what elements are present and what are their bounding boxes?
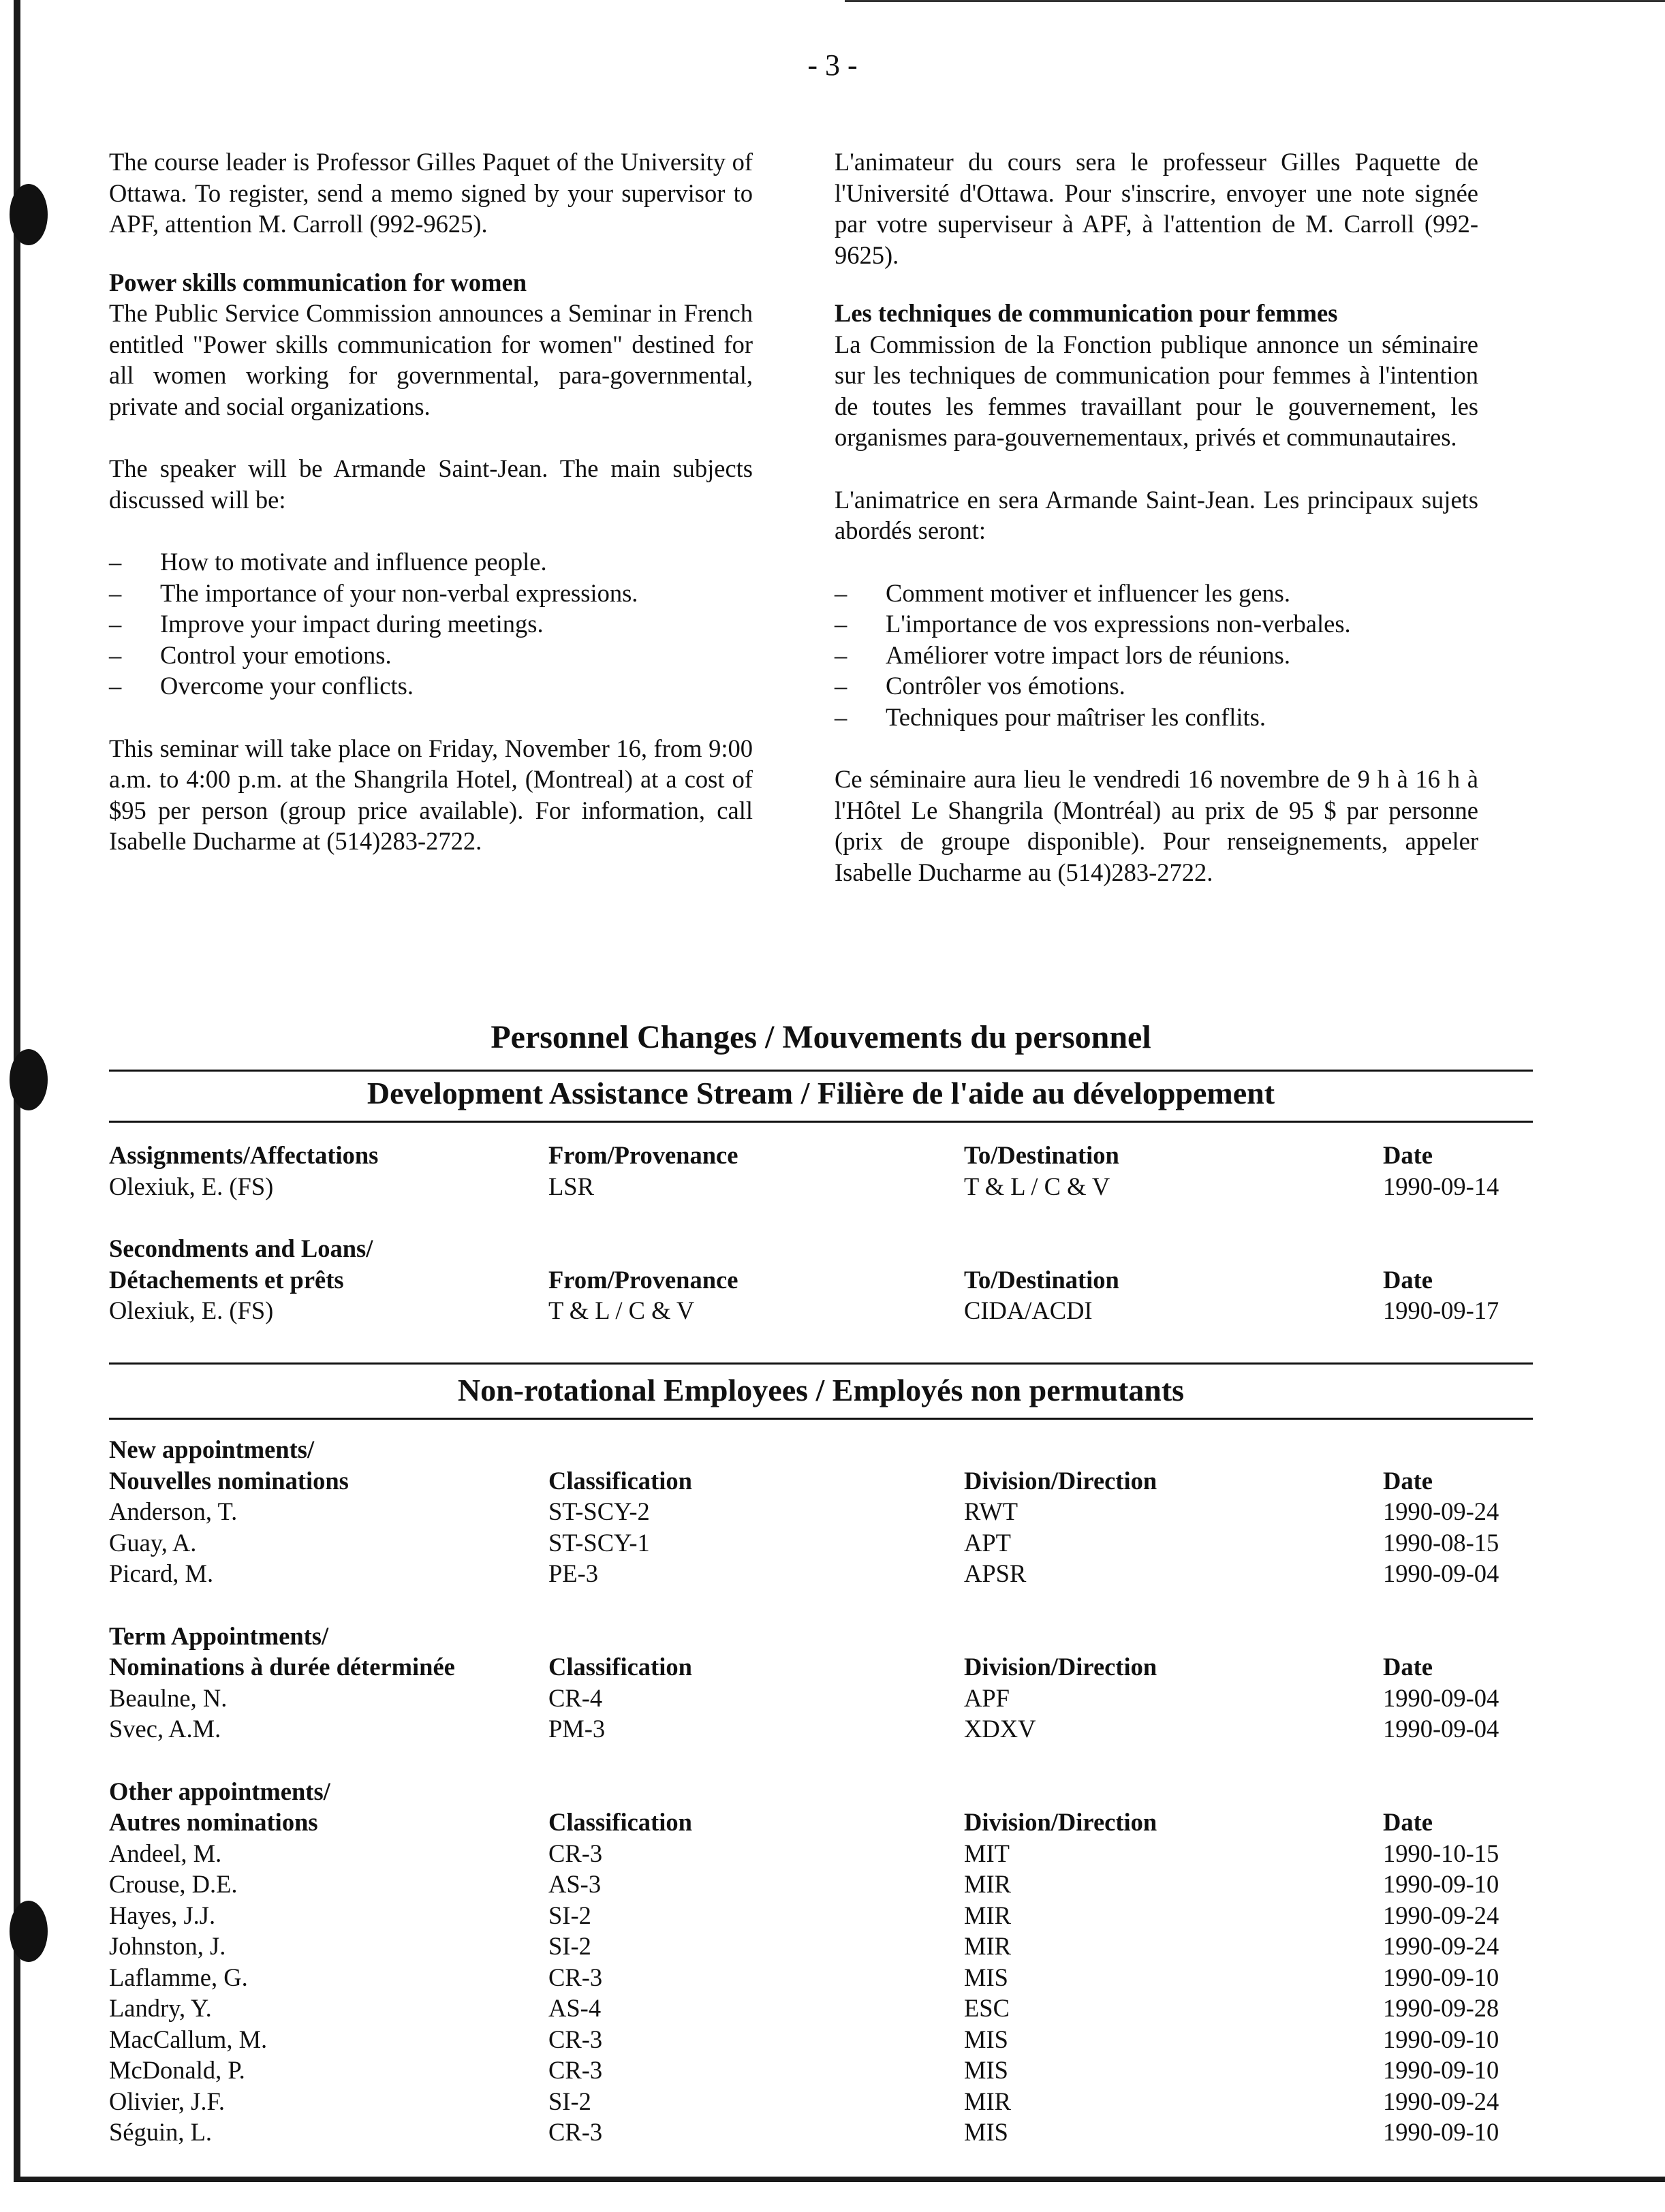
english-column [109,146,753,857]
table-cell: 1990-09-24 [1383,1901,1499,1929]
table-cell: CR-3 [548,2025,603,2053]
english-para1: The Public Service Commission announces a Seminar in French entitled "Power skills communication for women" destined for all women working for governmental, para-governmental, private and social organizations. [109,299,753,420]
table-header: Classification [548,1466,692,1495]
table-cell: 1990-09-10 [1383,1870,1499,1898]
table-row [109,2055,1533,2086]
french-heading: Les techniques de communication pour femmes [835,299,1338,327]
table-cell: 1990-09-04 [1383,1715,1499,1743]
table-header: Assignments/Affectations [109,1141,379,1169]
french-intro: L'animateur du cours sera le professeur Gilles Paquette de l'Université d'Ottawa. Pour s'inscrire, envoyer une note signée par votre superviseur à APF, à l'attention de M. Carroll (992-9625). [835,148,1478,269]
table-cell: 1990-09-04 [1383,1559,1499,1587]
table-cell: RWT [964,1497,1018,1525]
table-header: Nominations à durée déterminée [109,1653,455,1681]
table-cell: MIR [964,1901,1011,1929]
table-cell: 1990-09-10 [1383,2118,1499,2146]
table-row [109,1527,1533,1559]
table-cell: 1990-09-24 [1383,1497,1499,1525]
english-bullet-list [109,546,753,702]
page-number: - 3 - [807,48,858,82]
table-cell: XDXV [964,1715,1036,1743]
table-cell: CR-3 [548,1839,603,1867]
table-group-label [109,1621,1533,1652]
list-item: – Improve your impact during meetings. [109,608,753,640]
table-cell: T & L / C & V [964,1172,1110,1200]
list-item: – Comment motiver et influencer les gens. [835,578,1478,609]
nre-table [109,1434,1533,2148]
table-header-row [109,1651,1533,1683]
table-cell: T & L / C & V [548,1296,695,1324]
table-cell: MIR [964,1870,1011,1898]
french-para3: Ce séminaire aura lieu le vendredi 16 novembre de 9 h à 16 h à l'Hôtel Le Shangrila (Montréal) au prix de 95 $ par personne (prix de groupe disponible). Pour renseignements, appeler Isabelle Ducharme au (514)283-2722. [835,765,1478,886]
table-header: Division/Direction [964,1653,1157,1681]
table-cell: Beaulne, N. [109,1683,228,1712]
table-cell: ST-SCY-2 [548,1497,650,1525]
table-cell: MIS [964,1963,1008,1991]
table-group-label [109,1434,1533,1465]
table-cell: Svec, A.M. [109,1715,221,1743]
group-label: New appointments/ [109,1435,315,1463]
table-cell: MIS [964,2118,1008,2146]
table-cell: Laflamme, G. [109,1963,248,1991]
das-title: Development Assistance Stream / Filière de l'aide au développement [367,1076,1275,1110]
nre-title: Non-rotational Employees / Employés non permutants [457,1373,1185,1407]
table-cell: CR-3 [548,2056,603,2084]
table-header: Classification [548,1653,692,1681]
list-item: – Techniques pour maîtriser les conflits. [835,702,1478,733]
list-item: – Overcome your conflicts. [109,670,753,702]
table-row [109,1838,1533,1869]
table-row [109,1900,1533,1931]
list-item: – The importance of your non-verbal expressions. [109,578,753,609]
table-group-label [109,1776,1533,1807]
table-cell: Crouse, D.E. [109,1870,238,1898]
divider [109,1418,1533,1420]
english-heading: Power skills communication for women [109,268,527,296]
table-cell: 1990-09-24 [1383,2087,1499,2115]
table-cell: 1990-09-04 [1383,1683,1499,1712]
table-header: Nouvelles nominations [109,1466,349,1495]
french-para2: L'animatrice en sera Armande Saint-Jean. Les principaux sujets abordés seront: [835,485,1478,544]
table-cell: AS-3 [548,1870,602,1898]
table-cell: 1990-09-24 [1383,1932,1499,1960]
table-cell: MIS [964,2025,1008,2053]
list-item: – L'importance de vos expressions non-verbales. [835,608,1478,640]
das-table [109,1140,1533,1326]
table-row [109,1171,1533,1202]
table-cell: MacCallum, M. [109,2025,268,2053]
english-intro: The course leader is Professor Gilles Paquet of the University of Ottawa. To register, send a memo signed by your supervisor to APF, attention M. Carroll (992-9625). [109,148,753,238]
table-cell: CR-3 [548,2118,603,2146]
table-cell: 1990-09-28 [1383,1994,1499,2022]
table-header: Date [1383,1265,1433,1294]
table-header: From/Provenance [548,1141,738,1169]
table-row [109,1931,1533,1962]
list-item: – Contrôler vos émotions. [835,670,1478,702]
table-cell: SI-2 [548,1901,591,1929]
table-cell: SI-2 [548,1932,591,1960]
french-bullet-list [835,578,1478,733]
table-cell: Séguin, L. [109,2118,213,2146]
table-header: Autres nominations [109,1808,318,1836]
english-para2: The speaker will be Armande Saint-Jean. The main subjects discussed will be: [109,454,753,514]
table-cell: McDonald, P. [109,2056,245,2084]
table-row [109,1558,1533,1589]
french-column [835,146,1478,888]
table-cell: ESC [964,1994,1010,2022]
punch-hole [10,1901,48,1962]
table-cell: 1990-09-17 [1383,1296,1499,1324]
table-cell: 1990-09-10 [1383,2025,1499,2053]
table-cell: MIT [964,1839,1010,1867]
table-cell: Olivier, J.F. [109,2087,225,2115]
table-header: Division/Direction [964,1466,1157,1495]
personnel-changes-title: Personnel Changes / Mouvements du personnel [491,1019,1151,1055]
table-row [109,1713,1533,1745]
table-cell: Andeel, M. [109,1839,222,1867]
french-para1: La Commission de la Fonction publique annonce un séminaire sur les techniques de communication pour femmes à l'intention de toutes les femmes travaillant pour le gouvernement, les organismes para-gouvernementaux, privés et communautaires. [835,330,1478,451]
punch-hole [10,184,48,245]
table-header: Classification [548,1808,692,1836]
table-header-row [109,1264,1533,1296]
table-header: Date [1383,1466,1433,1495]
table-header: To/Destination [964,1265,1119,1294]
list-item: – Améliorer votre impact lors de réunions. [835,640,1478,671]
table-cell: MIR [964,2087,1011,2115]
table-cell: LSR [548,1172,594,1200]
divider [109,1121,1533,1123]
table-header: From/Provenance [548,1265,738,1294]
table-row [109,1993,1533,2024]
list-item: – How to motivate and influence people. [109,546,753,578]
table-row [109,1683,1533,1714]
table-cell: APF [964,1683,1010,1712]
table-cell: AS-4 [548,1994,602,2022]
table-cell: 1990-10-15 [1383,1839,1499,1867]
table-header: Détachements et prêts [109,1265,344,1294]
table-row [109,2086,1533,2117]
table-cell: MIS [964,2056,1008,2084]
table-cell: Picard, M. [109,1559,214,1587]
table-row [109,2117,1533,2148]
table-cell: 1990-09-10 [1383,2056,1499,2084]
scan-bottom-edge [14,2177,1665,2182]
table-row [109,1962,1533,1993]
scan-top-edge [845,0,1665,2]
punch-hole [10,1049,48,1110]
table-header-row [109,1465,1533,1497]
group-label: Other appointments/ [109,1777,330,1805]
table-row [109,1295,1533,1326]
table-cell: APSR [964,1559,1027,1587]
table-header: Division/Direction [964,1808,1157,1836]
divider [109,1362,1533,1365]
table-header: Date [1383,1653,1433,1681]
group-label: Term Appointments/ [109,1621,329,1650]
table-cell: 1990-09-14 [1383,1172,1499,1200]
table-cell: Landry, Y. [109,1994,212,2022]
table-cell: SI-2 [548,2087,591,2115]
table-cell: MIR [964,1932,1011,1960]
table-cell: CR-4 [548,1683,603,1712]
table-cell: CR-3 [548,1963,603,1991]
table-row [109,1496,1533,1527]
table-header: Date [1383,1808,1433,1836]
table-cell: Hayes, J.J. [109,1901,216,1929]
table-cell: ST-SCY-1 [548,1528,650,1557]
divider [109,1070,1533,1072]
list-item: – Control your emotions. [109,640,753,671]
table-header-row [109,1807,1533,1838]
table-row [109,2024,1533,2055]
table-cell: Guay, A. [109,1528,197,1557]
table-cell: PE-3 [548,1559,598,1587]
english-para3: This seminar will take place on Friday, November 16, from 9:00 a.m. to 4:00 p.m. at the Shangrila Hotel, (Montreal) at a cost of $95 per person (group price available). For information, call Isabelle Ducharme at (514)283-2722. [109,734,753,855]
group-label: Secondments and Loans/ [109,1234,373,1262]
table-cell: Olexiuk, E. (FS) [109,1296,274,1324]
table-header: Date [1383,1141,1433,1169]
table-row [109,1869,1533,1900]
table-cell: Johnston, J. [109,1932,226,1960]
table-cell: Anderson, T. [109,1497,238,1525]
table-cell: PM-3 [548,1715,606,1743]
table-cell: Olexiuk, E. (FS) [109,1172,274,1200]
table-cell: APT [964,1528,1011,1557]
table-header-row [109,1140,1533,1171]
table-cell: CIDA/ACDI [964,1296,1093,1324]
table-cell: 1990-08-15 [1383,1528,1499,1557]
table-header: To/Destination [964,1141,1119,1169]
table-cell: 1990-09-10 [1383,1963,1499,1991]
table-group-label [109,1233,1533,1264]
